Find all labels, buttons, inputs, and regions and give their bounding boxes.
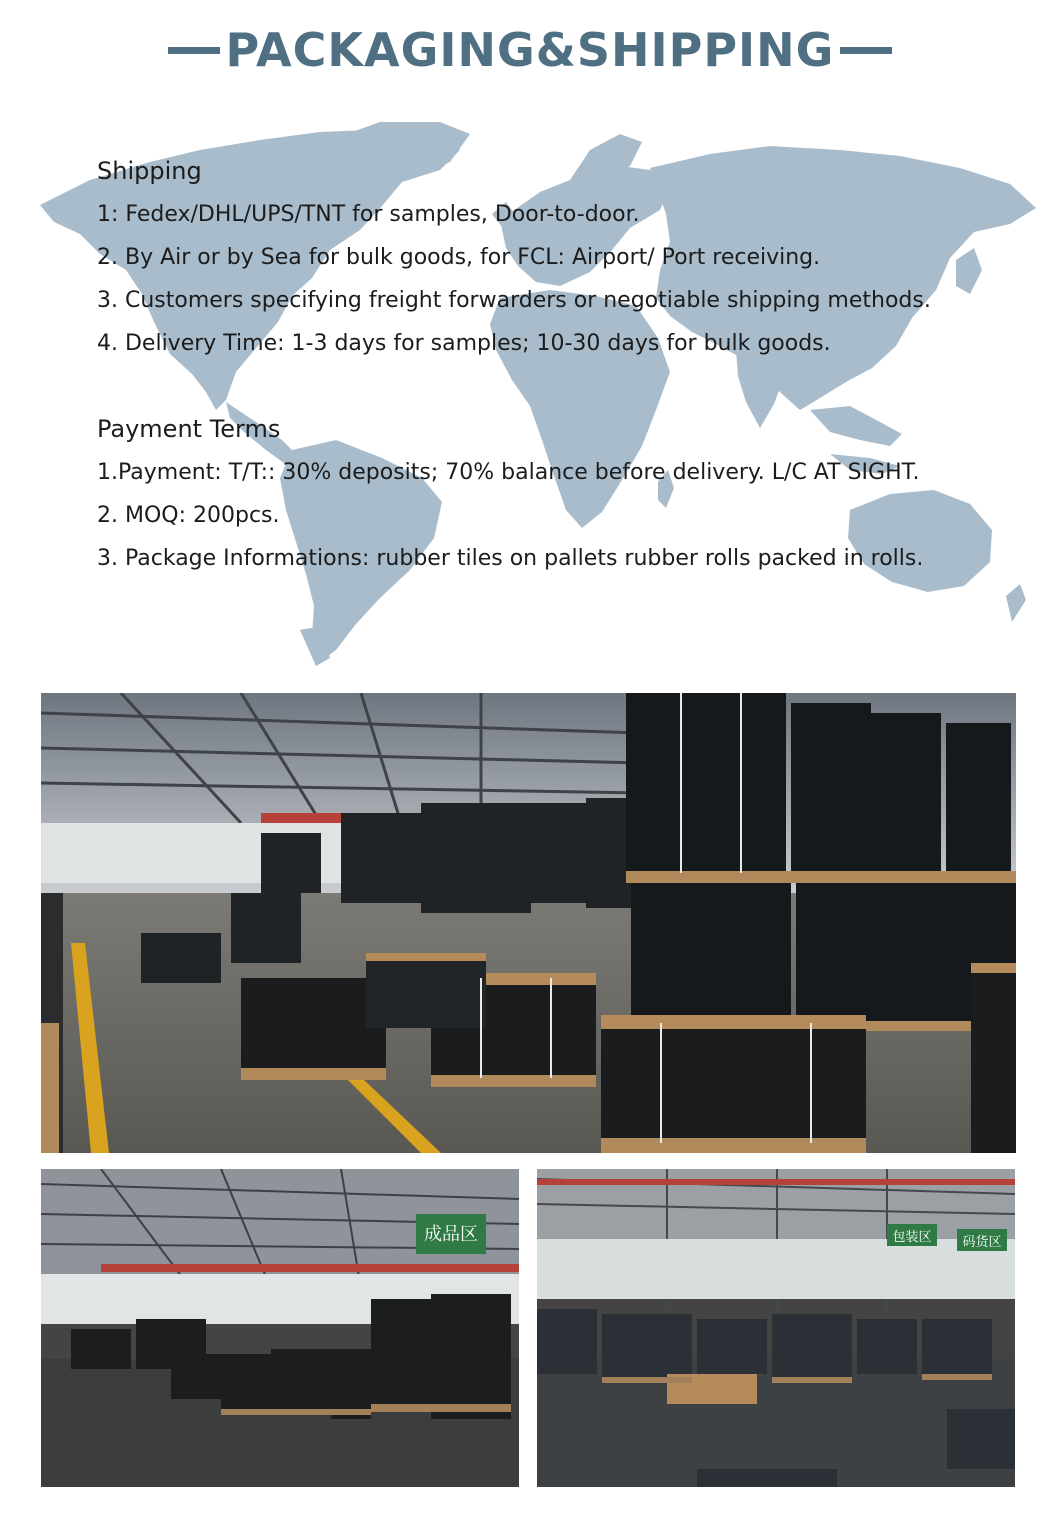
warehouse-photo-right [537, 1169, 1015, 1487]
info-text [97, 150, 1037, 580]
shipping-line-2: 2. By Air or by Sea for bulk goods, for FCL: Airport/ Port receiving. [97, 245, 821, 270]
warehouse-photo-left [41, 1169, 519, 1487]
shipping-line-3: 3. Customers specifying freight forwarders or negotiable shipping methods. [97, 288, 931, 313]
shipping-heading: Shipping [97, 157, 202, 185]
stacking-area-sign: 码货区 [962, 1235, 1002, 1250]
section-header [0, 18, 1060, 82]
spacer [97, 365, 1037, 408]
header-right-bar [840, 47, 892, 54]
payment-line-1: 1.Payment: T/T:: 30% deposits; 70% balance before delivery. L/C AT SIGHT. [97, 460, 920, 485]
packing-area-sign: 包装区 [892, 1230, 932, 1245]
shipping-line-1: 1: Fedex/DHL/UPS/TNT for samples, Door-to-door. [97, 202, 640, 227]
warehouse-photo-main [41, 693, 1016, 1153]
payment-line-3: 3. Package Informations: rubber tiles on pallets rubber rolls packed in rolls. [97, 546, 924, 571]
payment-line-2: 2. MOQ: 200pcs. [97, 503, 280, 528]
page-title: PACKAGING&SHIPPING [225, 23, 835, 77]
payment-heading: Payment Terms [97, 415, 281, 443]
shipping-line-4: 4. Delivery Time: 1-3 days for samples; 10-30 days for bulk goods. [97, 331, 831, 356]
header-left-bar [168, 47, 220, 54]
finished-goods-sign: 成品区 [424, 1224, 478, 1245]
